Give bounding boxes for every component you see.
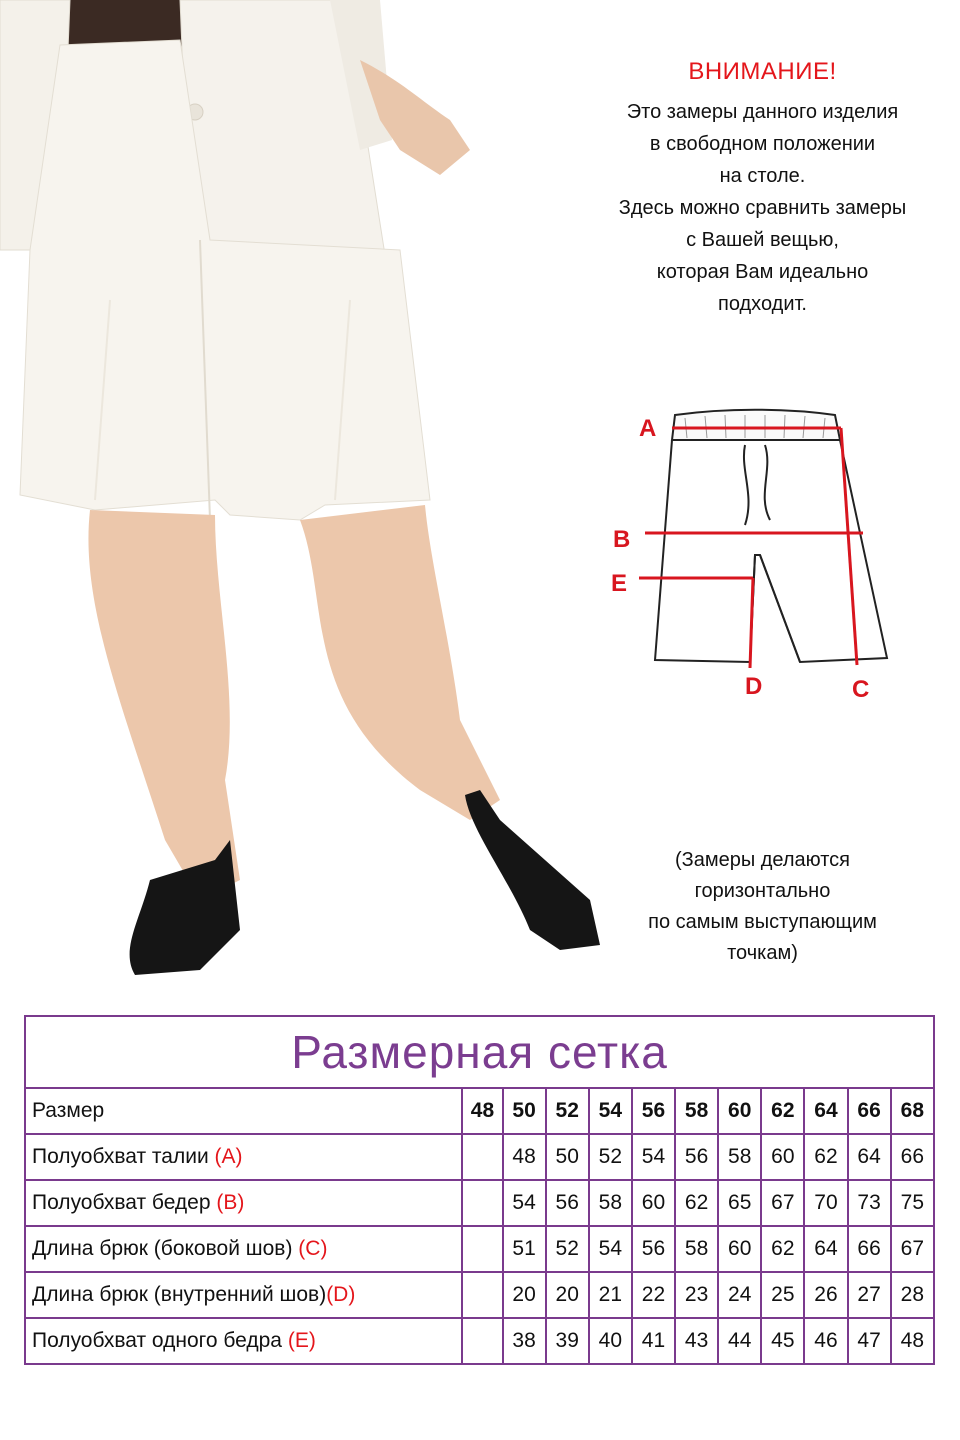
table-cell: 26 — [804, 1272, 847, 1318]
size-header-cell: 66 — [848, 1088, 891, 1134]
table-cell: 24 — [718, 1272, 761, 1318]
row-label-text: Полуобхват бедер — [32, 1191, 217, 1214]
table-cell: 40 — [589, 1318, 632, 1364]
table-cell: 67 — [761, 1180, 804, 1226]
table-cell: 58 — [675, 1226, 718, 1272]
table-cell: 27 — [848, 1272, 891, 1318]
row-label-text: Полуобхват одного бедра — [32, 1329, 288, 1352]
table-cell: 56 — [632, 1226, 675, 1272]
row-label-text: Длина брюк (боковой шов) — [32, 1237, 299, 1260]
attention-title: ВНИМАНИЕ! — [688, 58, 837, 85]
hint-line: (Замеры делаются — [674, 849, 851, 871]
attention-line: на столе. — [719, 165, 806, 187]
table-cell: 25 — [761, 1272, 804, 1318]
table-cell: 54 — [632, 1134, 675, 1180]
table-cell — [462, 1134, 502, 1180]
table-cell — [462, 1272, 502, 1318]
size-header-cell: 50 — [503, 1088, 546, 1134]
table-cell: 21 — [589, 1272, 632, 1318]
hint-line: точкам) — [727, 942, 798, 964]
table-cell: 73 — [848, 1180, 891, 1226]
table-cell: 22 — [632, 1272, 675, 1318]
size-header-cell: 48 — [462, 1088, 502, 1134]
table-cell: 75 — [891, 1180, 934, 1226]
table-cell: 60 — [632, 1180, 675, 1226]
label-c: C — [852, 676, 870, 703]
attention-line: в свободном положении — [649, 133, 876, 155]
table-cell: 60 — [718, 1226, 761, 1272]
size-header-cell: 62 — [761, 1088, 804, 1134]
size-header-cell: 60 — [718, 1088, 761, 1134]
table-cell: 20 — [546, 1272, 589, 1318]
size-header-cell: 58 — [675, 1088, 718, 1134]
size-header-cell: 54 — [589, 1088, 632, 1134]
hint-line: горизонтально — [694, 880, 831, 902]
table-cell: 48 — [503, 1134, 546, 1180]
table-cell — [462, 1226, 502, 1272]
table-header-row — [25, 1088, 934, 1134]
table-cell: 51 — [503, 1226, 546, 1272]
attention-line: которая Вам идеально — [656, 261, 869, 283]
measurement-hint — [590, 845, 935, 969]
row-label — [25, 1180, 462, 1226]
row-label-letter: (B) — [216, 1191, 245, 1214]
size-table — [24, 1015, 935, 1365]
table-cell: 54 — [589, 1226, 632, 1272]
table-cell: 65 — [718, 1180, 761, 1226]
table-cell: 47 — [848, 1318, 891, 1364]
table-cell: 67 — [891, 1226, 934, 1272]
table-cell: 28 — [891, 1272, 934, 1318]
attention-line: Это замеры данного изделия — [626, 101, 899, 123]
table-cell: 56 — [546, 1180, 589, 1226]
row-label-text: Полуобхват талии — [32, 1145, 215, 1168]
row-label-letter: (D) — [326, 1283, 356, 1306]
row-label-text: Длина брюк (внутренний шов) — [32, 1283, 327, 1306]
attention-line: подходит. — [718, 293, 807, 315]
row-label-letter: (C) — [298, 1237, 328, 1260]
table-cell: 62 — [804, 1134, 847, 1180]
table-cell: 58 — [589, 1180, 632, 1226]
table-cell: 66 — [848, 1226, 891, 1272]
table-cell: 60 — [761, 1134, 804, 1180]
table-cell: 58 — [718, 1134, 761, 1180]
size-header-cell: 56 — [632, 1088, 675, 1134]
size-header-cell: 64 — [804, 1088, 847, 1134]
table-cell: 38 — [503, 1318, 546, 1364]
table-cell: 62 — [675, 1180, 718, 1226]
size-header-cell: 52 — [546, 1088, 589, 1134]
attention-line: Здесь можно сравнить замеры — [618, 197, 907, 219]
label-b: B — [613, 526, 631, 553]
table-cell: 52 — [546, 1226, 589, 1272]
table-cell: 52 — [589, 1134, 632, 1180]
row-label-letter: (E) — [287, 1329, 316, 1352]
size-chart-title: Размерная сетка — [25, 1016, 934, 1088]
table-row — [25, 1180, 934, 1226]
table-cell: 45 — [761, 1318, 804, 1364]
attention-text — [590, 96, 935, 320]
table-cell: 46 — [804, 1318, 847, 1364]
table-cell: 64 — [848, 1134, 891, 1180]
table-cell: 70 — [804, 1180, 847, 1226]
label-a: A — [639, 415, 657, 442]
table-cell: 41 — [632, 1318, 675, 1364]
table-row — [25, 1272, 934, 1318]
table-cell: 54 — [503, 1180, 546, 1226]
table-cell: 20 — [503, 1272, 546, 1318]
table-cell: 39 — [546, 1318, 589, 1364]
label-e: E — [611, 570, 628, 597]
hint-line: по самым выступающим — [648, 911, 877, 933]
row-label — [25, 1272, 462, 1318]
row-label — [25, 1318, 462, 1364]
table-cell: 44 — [718, 1318, 761, 1364]
row-label — [25, 1134, 462, 1180]
row-label-letter: (A) — [214, 1145, 243, 1168]
table-cell: 43 — [675, 1318, 718, 1364]
table-row — [25, 1134, 934, 1180]
attention-line: с Вашей вещью, — [686, 229, 839, 251]
table-cell: 48 — [891, 1318, 934, 1364]
table-cell: 64 — [804, 1226, 847, 1272]
table-cell: 50 — [546, 1134, 589, 1180]
shorts-measurement-diagram — [605, 400, 905, 710]
label-d: D — [745, 673, 763, 700]
table-cell — [462, 1180, 502, 1226]
table-cell: 23 — [675, 1272, 718, 1318]
table-cell — [462, 1318, 502, 1364]
size-chart — [24, 1015, 935, 1368]
size-header-cell: 68 — [891, 1088, 934, 1134]
table-cell: 66 — [891, 1134, 934, 1180]
row-label — [25, 1226, 462, 1272]
product-photo — [0, 0, 600, 990]
table-cell: 62 — [761, 1226, 804, 1272]
table-cell: 56 — [675, 1134, 718, 1180]
table-row — [25, 1226, 934, 1272]
table-row — [25, 1318, 934, 1364]
size-header-label: Размер — [25, 1088, 462, 1134]
